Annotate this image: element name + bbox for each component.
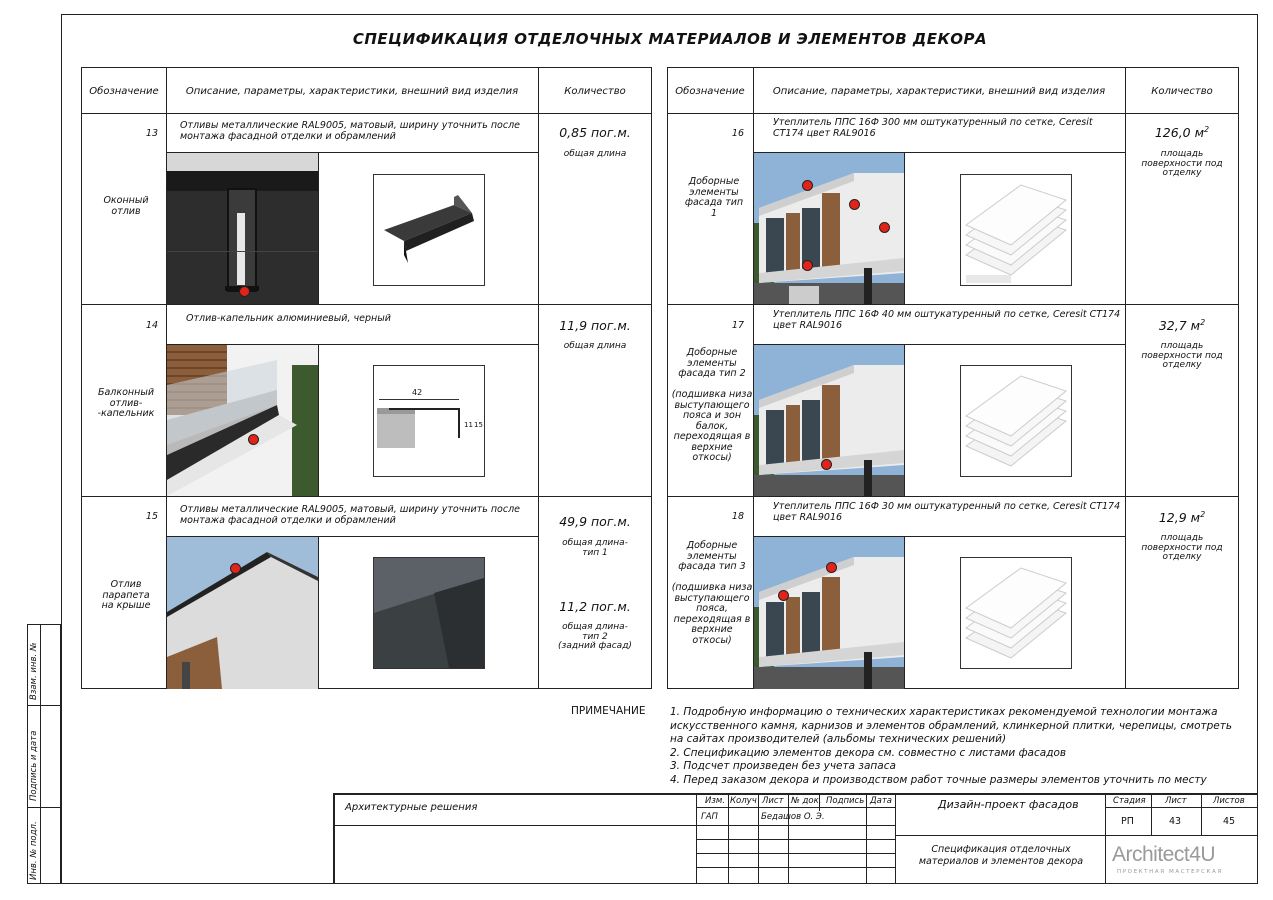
row-quantity: 0,85 пог.м. bbox=[559, 125, 631, 140]
row-description: Отливы металлические RAL9005, матовый, ширину уточнить после монтажа фасадной отделки и обрамлений bbox=[180, 120, 520, 142]
marker-dot bbox=[802, 180, 813, 191]
row-quantity: 49,9 пог.м. bbox=[559, 514, 631, 529]
row-description: Отлив-капельник алюминиевый, черный bbox=[186, 313, 391, 324]
role-gap: ГАП bbox=[701, 812, 718, 822]
title-block bbox=[333, 793, 1258, 884]
marker-dot bbox=[248, 434, 259, 445]
row-quantity-note: площадь поверхности под отделку bbox=[1141, 533, 1223, 562]
sheet-header: Лист bbox=[1165, 796, 1187, 806]
note-line: 2. Спецификацию элементов декора см. совместно с листами фасадов bbox=[670, 746, 1067, 759]
note-line: 1. Подробную информацию о технических характеристиках рекомендуемой технологии монтажа bbox=[670, 706, 1218, 718]
row-number: 16 bbox=[731, 128, 744, 139]
section-name: Архитектурные решения bbox=[345, 802, 478, 813]
row-quantity-note: общая длина- тип 1 bbox=[562, 538, 628, 558]
parapet-photo bbox=[167, 537, 318, 689]
insulation-product-image bbox=[960, 557, 1072, 669]
project-name: Дизайн-проект фасадов bbox=[938, 798, 1079, 811]
dimension-11: 11 bbox=[464, 421, 473, 429]
replaced-inventory-label: Взам. инв. № bbox=[29, 642, 39, 700]
row-quantity-note: общая длина bbox=[563, 149, 627, 159]
facade-photo-type-3 bbox=[754, 537, 904, 689]
dimension-15: 15 bbox=[474, 421, 483, 429]
header-designation-right: Обозначение bbox=[675, 86, 745, 97]
signature-date-label: Подпись и дата bbox=[29, 730, 39, 801]
col-koluch: Колуч bbox=[730, 796, 757, 806]
row-quantity: 12,9 $м^2$ bbox=[1158, 510, 1206, 526]
row-designation: Балконный отлив- -капельник bbox=[97, 387, 155, 419]
stage-value: РП bbox=[1121, 816, 1134, 827]
stage-header: Стадия bbox=[1113, 796, 1146, 806]
col-list: Лист bbox=[762, 796, 784, 806]
row-number: 13 bbox=[145, 128, 158, 139]
row-designation: Доборные элементы фасада тип 3 (подшивка низа выступающего пояса, переходящая в верхние откосы) bbox=[671, 540, 753, 646]
note-line: 4. Перед заказом декора и производством работ точные размеры элементов уточнить по месту bbox=[670, 773, 1207, 786]
header-description-right: Описание, параметры, характеристики, внешний вид изделия bbox=[772, 86, 1106, 97]
note-line: 3. Подсчет произведен без учета запаса bbox=[670, 760, 896, 773]
row-number: 17 bbox=[731, 320, 744, 331]
row-quantity: 32,7 $м^2$ bbox=[1158, 318, 1206, 334]
marker-dot bbox=[778, 590, 789, 601]
row-description: Утеплитель ППС 16Ф 30 мм оштукатуренный по сетке, Ceresit CT174 цвет RAL9016 bbox=[773, 501, 1121, 523]
row-description: Утеплитель ППС 16Ф 300 мм оштукатуренный по сетке, Ceresit CT174 цвет RAL9016 bbox=[773, 117, 1093, 139]
notes-block bbox=[670, 706, 1232, 788]
col-izm: Изм. bbox=[705, 796, 725, 806]
note-line: на сайтах производителей (альбомы технических решений) bbox=[670, 733, 1007, 746]
marker-dot bbox=[821, 459, 832, 470]
original-inventory-label: Инв. № подл. bbox=[29, 821, 39, 880]
row-designation: Оконный отлив bbox=[103, 195, 149, 217]
row-number: 15 bbox=[145, 511, 158, 522]
dimension-42: 42 bbox=[412, 388, 423, 397]
col-podpis: Подпись bbox=[826, 796, 865, 806]
marker-dot bbox=[239, 286, 250, 297]
col-data: Дата bbox=[870, 796, 893, 806]
parapet-product-image bbox=[373, 557, 485, 669]
company-logo-subtitle: ПРОЕКТНАЯ МАСТЕРСКАЯ bbox=[1117, 869, 1223, 875]
row-number: 18 bbox=[731, 511, 744, 522]
balcony-drip-photo bbox=[167, 345, 318, 496]
header-designation-left: Обозначение bbox=[89, 86, 159, 97]
row-designation: Доборные элементы фасада тип 1 bbox=[684, 176, 744, 219]
col-ndok: № док. bbox=[791, 796, 822, 806]
row-designation: Доборные элементы фасада тип 2 (подшивка низа выступающего пояса и зон балок, переходящая в верхние откосы) bbox=[671, 347, 753, 463]
row-designation: Отлив парапета на крыше bbox=[101, 579, 151, 611]
header-quantity-right: Количество bbox=[1151, 86, 1213, 97]
marker-dot bbox=[230, 563, 241, 574]
marker-dot bbox=[849, 199, 860, 210]
row-quantity-note: общая длина bbox=[563, 341, 627, 351]
row-description: Утеплитель ППС 16Ф 40 мм оштукатуренный по сетке, Ceresit CT174 цвет RAL9016 bbox=[773, 309, 1121, 331]
facade-photo-type-2 bbox=[754, 345, 904, 496]
company-logo: Architect4U bbox=[1112, 843, 1216, 866]
header-description-left: Описание, параметры, характеристики, внешний вид изделия bbox=[185, 86, 519, 97]
row-description: Отливы металлические RAL9005, матовый, ширину уточнить после монтажа фасадной отделки и обрамлений bbox=[180, 504, 520, 526]
person-name: Бедашов О. Э. bbox=[761, 812, 825, 822]
row-quantity-note: площадь поверхности под отделку bbox=[1141, 341, 1223, 370]
marker-dot bbox=[826, 562, 837, 573]
notes-label: ПРИМЕЧАНИЕ bbox=[571, 705, 646, 717]
approval-sidebar bbox=[27, 624, 61, 884]
sheets-header: Листов bbox=[1213, 796, 1245, 806]
sheet-title: СПЕЦИФИКАЦИЯ ОТДЕЛОЧНЫХ МАТЕРИАЛОВ И ЭЛЕМЕНТОВ ДЕКОРА bbox=[352, 30, 988, 48]
drawing-title: Спецификация отделочных материалов и элементов декора bbox=[918, 844, 1084, 867]
row-quantity: 11,9 пог.м. bbox=[559, 318, 631, 333]
marker-dot bbox=[802, 260, 813, 271]
drip-profile-drawing bbox=[373, 365, 485, 477]
window-sill-product-image bbox=[373, 174, 485, 286]
header-quantity-left: Количество bbox=[564, 86, 626, 97]
row-quantity-2: 11,2 пог.м. bbox=[559, 599, 631, 614]
sheets-value: 45 bbox=[1223, 816, 1236, 827]
row-quantity: 126,0 $м^2$ bbox=[1154, 125, 1210, 141]
row-number: 14 bbox=[145, 320, 158, 331]
marker-dot bbox=[879, 222, 890, 233]
row-quantity-2-note: общая длина- тип 2 (задний фасад) bbox=[558, 622, 632, 651]
note-line: искусственного камня, карнизов и элементов обрамлений, клинкерной плитки, черепицы, смотреть bbox=[670, 719, 1233, 732]
row-quantity-note: площадь поверхности под отделку bbox=[1141, 149, 1223, 178]
insulation-product-image bbox=[960, 365, 1072, 477]
insulation-product-image bbox=[960, 174, 1072, 286]
sheet-value: 43 bbox=[1169, 816, 1182, 827]
window-sill-photo bbox=[167, 153, 318, 304]
